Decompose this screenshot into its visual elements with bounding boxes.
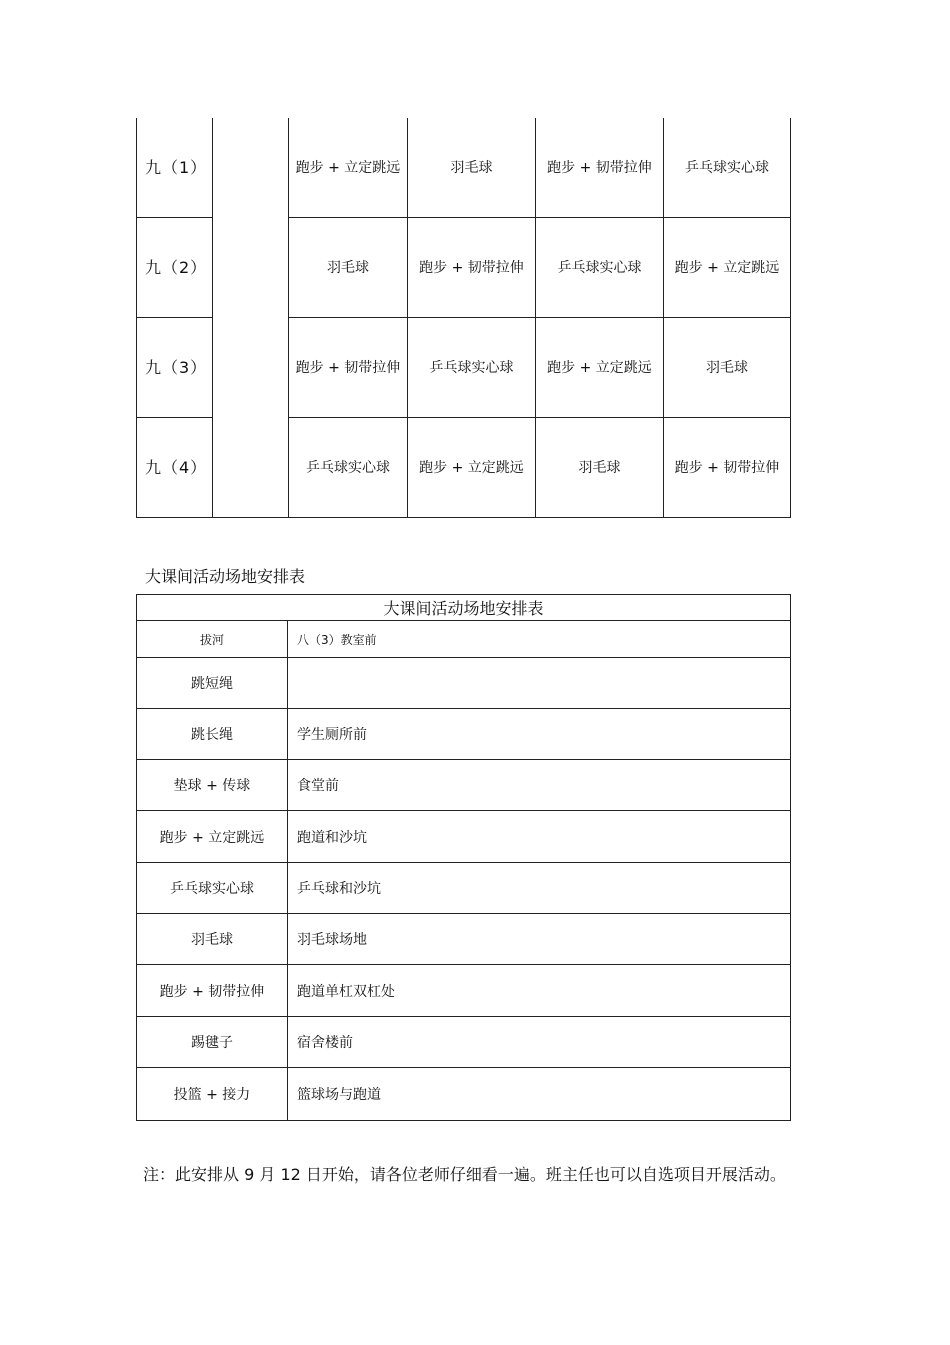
activity-name: 乒乓球实心球	[137, 863, 288, 914]
activity-cell: 跑步 + 韧带拉伸	[536, 118, 664, 218]
activity-cell: 跑步 + 韧带拉伸	[408, 218, 536, 318]
schedule-table	[136, 118, 791, 518]
activity-cell: 跑步 + 立定跳远	[536, 318, 664, 418]
activity-place: 食堂前	[288, 760, 791, 811]
activity-cell: 跑步 + 立定跳远	[664, 218, 791, 318]
class-cell: 九（1）	[137, 118, 213, 218]
table-row	[137, 621, 791, 658]
activity-place: 跑道和沙坑	[288, 811, 791, 863]
class-cell: 九（4）	[137, 418, 213, 518]
table-row	[137, 1017, 791, 1068]
activity-name: 拔河	[137, 621, 288, 658]
blank-cell	[213, 118, 289, 518]
table-row	[137, 811, 791, 863]
activity-cell: 乒乓球实心球	[408, 318, 536, 418]
class-cell: 九（3）	[137, 318, 213, 418]
venue-table	[136, 594, 791, 1121]
note-text: 注：此安排从 9 月 12 日开始，请各位老师仔细看一遍。班主任也可以自选项目开展活动。	[143, 1165, 786, 1184]
table-row	[137, 914, 791, 965]
activity-cell: 乒乓球实心球	[664, 118, 791, 218]
table-row	[137, 118, 791, 218]
activity-cell: 乒乓球实心球	[289, 418, 408, 518]
activity-place: 跑道单杠双杠处	[288, 965, 791, 1017]
activity-name: 垫球 + 传球	[137, 760, 288, 811]
activity-name: 跳长绳	[137, 709, 288, 760]
activity-place: 羽毛球场地	[288, 914, 791, 965]
table-row	[137, 1068, 791, 1121]
table-row	[137, 658, 791, 709]
activity-place: 乒乓球和沙坑	[288, 863, 791, 914]
table-row	[137, 965, 791, 1017]
activity-name: 跳短绳	[137, 658, 288, 709]
table-row	[137, 863, 791, 914]
table-row	[137, 760, 791, 811]
activity-name: 跑步 + 立定跳远	[137, 811, 288, 863]
activity-place: 学生厕所前	[288, 709, 791, 760]
venue-table-title: 大课间活动场地安排表	[137, 595, 791, 621]
activity-cell: 跑步 + 立定跳远	[289, 118, 408, 218]
section-title: 大课间活动场地安排表	[145, 567, 306, 586]
activity-cell: 跑步 + 韧带拉伸	[664, 418, 791, 518]
activity-cell: 羽毛球	[289, 218, 408, 318]
activity-name: 踢毽子	[137, 1017, 288, 1068]
activity-cell: 羽毛球	[536, 418, 664, 518]
activity-place: 宿舍楼前	[288, 1017, 791, 1068]
class-cell: 九（2）	[137, 218, 213, 318]
activity-cell: 跑步 + 立定跳远	[408, 418, 536, 518]
activity-cell: 乒乓球实心球	[536, 218, 664, 318]
activity-name: 跑步 + 韧带拉伸	[137, 965, 288, 1017]
activity-cell: 羽毛球	[664, 318, 791, 418]
activity-place	[288, 658, 791, 709]
activity-name: 投篮 + 接力	[137, 1068, 288, 1121]
table-row	[137, 709, 791, 760]
activity-place: 篮球场与跑道	[288, 1068, 791, 1121]
activity-cell: 跑步 + 韧带拉伸	[289, 318, 408, 418]
activity-place: 八（3）教室前	[288, 621, 791, 658]
activity-cell: 羽毛球	[408, 118, 536, 218]
activity-name: 羽毛球	[137, 914, 288, 965]
